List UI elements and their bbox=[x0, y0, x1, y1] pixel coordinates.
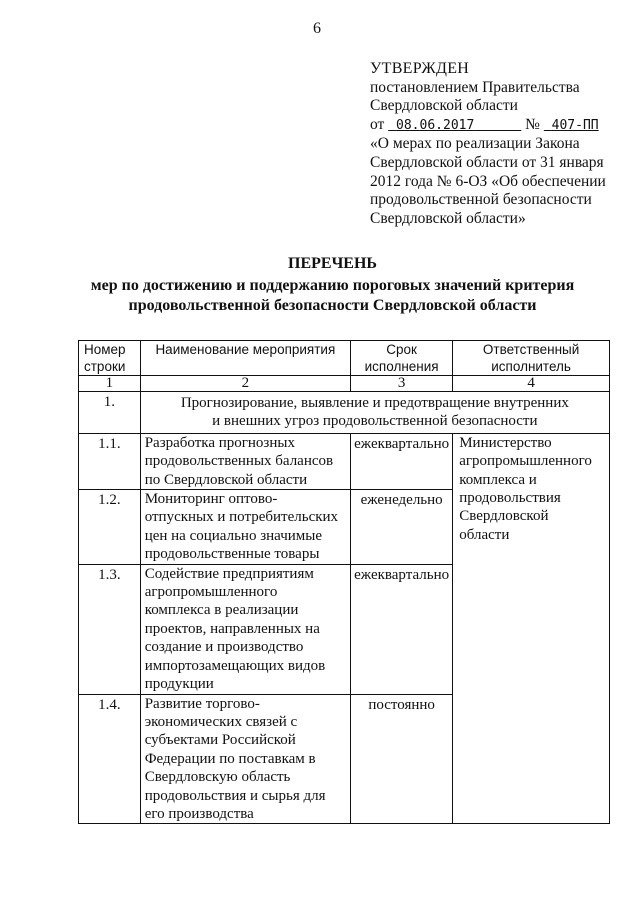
decree-line: 2012 года № 6-ОЗ «Об обеспечении bbox=[370, 172, 606, 190]
section-title: Прогнозирование, выявление и предотвращение внутренних и внешних угроз продовольственной безопасности bbox=[140, 392, 609, 434]
decree-line: Свердловской области» bbox=[370, 209, 526, 227]
table-row bbox=[79, 433, 610, 489]
column-number: 3 bbox=[351, 376, 453, 392]
page-number: 6 bbox=[313, 20, 321, 37]
approval-number: 407-ПП bbox=[551, 117, 599, 133]
approval-date: 08.06.2017 bbox=[396, 117, 475, 133]
row-number: 1.1. bbox=[79, 433, 141, 489]
approval-line: постановлением Правительства bbox=[370, 78, 580, 96]
section-row bbox=[79, 392, 610, 434]
column-number-row bbox=[79, 376, 610, 392]
measures-table bbox=[78, 340, 610, 824]
column-number: 4 bbox=[453, 376, 610, 392]
row-number: 1.4. bbox=[79, 694, 141, 824]
section-number: 1. bbox=[79, 392, 141, 434]
column-number: 1 bbox=[79, 376, 141, 392]
row-number: 1.3. bbox=[79, 564, 141, 694]
header-responsible: Ответственный исполнитель bbox=[453, 341, 610, 376]
responsible-executor: Министерство агропромышленного комплекса и продовольствия Свердловской области bbox=[453, 433, 610, 824]
column-number: 2 bbox=[140, 376, 350, 392]
row-number: 1.2. bbox=[79, 490, 141, 565]
document-heading bbox=[60, 254, 605, 316]
decree-line: Свердловской области от 31 января bbox=[370, 153, 604, 171]
approval-block bbox=[370, 60, 630, 228]
decree-line: «О мерах по реализации Закона bbox=[370, 135, 580, 153]
heading-title: ПЕРЕЧЕНЬ bbox=[288, 255, 377, 272]
heading-subtitle: продовольственной безопасности Свердловской области bbox=[128, 297, 537, 314]
row-name: Развитие торгово- экономических связей с субъектами Российской Федерации по поставкам в Свердловскую область продовольствия и сырья для его производства bbox=[140, 694, 350, 824]
row-name: Содействие предприятиям агропромышленного комплекса в реализации проектов, направленных на создание и производство импортозамещающих видов продукции bbox=[140, 564, 350, 694]
row-term: ежеквартально bbox=[351, 433, 453, 489]
approval-date-line bbox=[370, 116, 630, 136]
table-header-row bbox=[79, 341, 610, 376]
number-prefix: № bbox=[525, 115, 540, 133]
decree-line: продовольственной безопасности bbox=[370, 191, 592, 209]
header-name: Наименование мероприятия bbox=[140, 341, 350, 376]
header-number: Номер строки bbox=[79, 341, 141, 376]
approval-title: УТВЕРЖДЕН bbox=[370, 60, 470, 77]
date-prefix: от bbox=[370, 115, 385, 133]
heading-subtitle: мер по достижению и поддержанию пороговых значений критерия bbox=[90, 277, 575, 294]
row-name: Разработка прогнозных продовольственных балансов по Свердловской области bbox=[140, 433, 350, 489]
row-term: еженедельно bbox=[351, 490, 453, 565]
row-term: ежеквартально bbox=[351, 564, 453, 694]
header-term: Срок исполнения bbox=[351, 341, 453, 376]
row-term: постоянно bbox=[351, 694, 453, 824]
row-name: Мониторинг оптово- отпускных и потребительских цен на социально значимые продовольственные товары bbox=[140, 490, 350, 565]
approval-line: Свердловской области bbox=[370, 97, 518, 115]
